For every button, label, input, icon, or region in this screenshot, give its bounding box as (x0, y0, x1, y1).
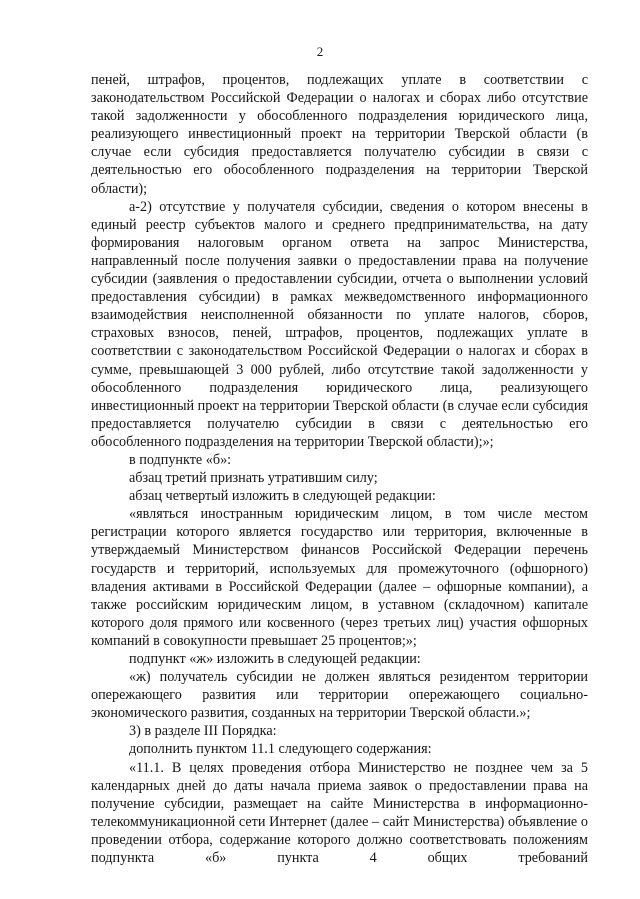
paragraph-3: в подпункте «б»: (129, 451, 232, 468)
paragraph-5: абзац четвертый изложить в следующей редакции: (129, 488, 436, 505)
paragraph-10: дополнить пунктом 11.1 следующего содержания: (129, 741, 432, 758)
paragraph-11: «11.1. В целях проведения отбора Министерство не позднее чем за 5 календарных дней до даты начала приема заявок о предоставлении права на получение субсидии, размещает на сайте Министерства в информационно-телекоммуникационной сети Интернет (далее – сайт Министерства) объявление о проведении отбора, содержание которого должно соответствовать положениям подпункта «б» пункта 4 общих требований (91, 759, 588, 867)
paragraph-4: абзац третий признать утратившим силу; (129, 470, 378, 487)
paragraph-2: а-2) отсутствие у получателя субсидии, сведения о котором внесены в единый реестр субъектов малого и среднего предпринимательства, на дату формирования налоговым органом ответа на запрос Министерства, направленный после получения заявки о предоставлении права на получение субсидии (заявления о предоставлении субсидии, отчета о выполнении условий предоставления субсидии) в рамках межведомственного информационного взаимодействия неисполненной обязанности по уплате налогов, сборов, страховых взносов, пеней, штрафов, процентов, подлежащих уплате в соответствии с законодательством Российской Федерации о налогах и сборах в сумме, превышающей 3 000 рублей, либо отсутствие такой задолженности у обособленного подразделения юридического лица, реализующего инвестиционный проект на территории Тверской области (в случае если субсидия предоставляется получателю субсидии в связи с деятельностью его обособленного подразделения на территории Тверской области);»; (91, 198, 589, 450)
paragraph-8: «ж) получатель субсидии не должен являться резидентом территории опережающего развития или территории опережающего социально-экономического развития, созданных на территории Тверской области.»; (91, 669, 588, 722)
paragraph-9: 3) в разделе III Порядка: (129, 723, 277, 740)
paragraph-1: пеней, штрафов, процентов, подлежащих уплате в соответствии с законодательством Российской Федерации о налогах и сборах либо отсутствие такой задолженности у обособленного подразделения юридического лица, реализующего инвестиционный проект на территории Тверской области (в случае если субсидия предоставляется получателю субсидии в связи с деятельностью его обособленного подразделения на территории Тверской области); (91, 72, 588, 197)
paragraph-6: «являться иностранным юридическим лицом, в том числе местом регистрации которого является государство или территория, включенные в утверждаемый Министерством финансов Российской Федерации перечень государств и территорий, используемых для промежуточного (офшорного) владения активами в Российской Федерации (далее – офшорные компании), а также российским юридическим лицом, в уставном (складочном) капитале которого доля прямого или косвенного (через третьих лиц) участия офшорных компаний в совокупности превышает 25 процентов;»; (91, 506, 588, 649)
paragraph-7: подпункт «ж» изложить в следующей редакции: (129, 651, 421, 667)
document-body (91, 71, 588, 867)
page-number: 2 (316, 44, 324, 59)
